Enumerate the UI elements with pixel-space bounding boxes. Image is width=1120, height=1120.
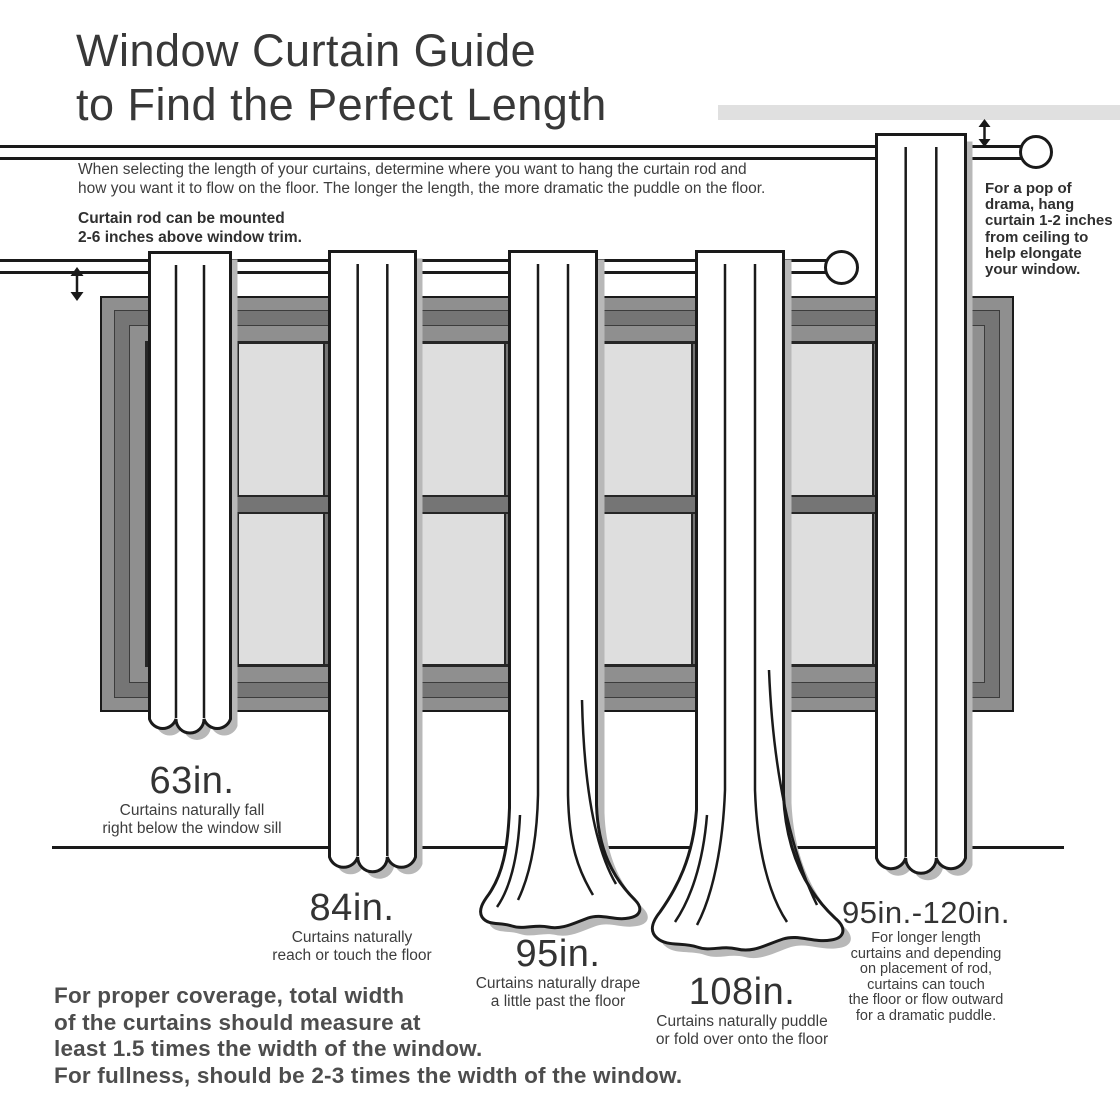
- length-value: 95in.-120in.: [841, 895, 1010, 930]
- ceiling-bar: [718, 105, 1120, 120]
- length-value: 95in.: [515, 933, 601, 975]
- length-desc-line: Curtains naturally: [291, 929, 413, 946]
- coverage-line: least 1.5 times the width of the window.: [54, 1036, 483, 1061]
- title-line-1: Window Curtain Guide: [76, 25, 537, 76]
- length-desc-line: a little past the floor: [490, 993, 626, 1010]
- label-63in: [72, 760, 312, 838]
- length-desc-line: Curtains naturally fall: [119, 802, 265, 819]
- title-line-2: to Find the Perfect Length: [76, 79, 607, 130]
- length-desc-line: curtains can touch: [867, 976, 985, 993]
- ceiling-tip-text: [985, 181, 1115, 278]
- measure-arrow-icon: [69, 267, 85, 301]
- top-curtain-rod: [0, 157, 875, 160]
- ceiling-tip-line: drama, hang: [985, 196, 1075, 214]
- curtain-95-120in: [865, 129, 997, 907]
- length-value: 108in.: [688, 971, 796, 1013]
- ceiling-tip-line: from ceiling to: [985, 228, 1089, 246]
- label-95-120in: [804, 895, 1048, 1025]
- length-desc-line: Curtains naturally drape: [475, 975, 641, 992]
- length-desc-line: curtains and depending: [850, 945, 1002, 962]
- intro-line-2: how you want it to flow on the floor. The longer the length, the more dramatic the puddle on the floor.: [78, 179, 766, 197]
- coverage-line: For fullness, should be 2-3 times the width of the window.: [54, 1062, 683, 1088]
- label-84in: [232, 887, 472, 965]
- intro-paragraph: [78, 161, 768, 198]
- length-value: 63in.: [149, 760, 235, 802]
- length-desc-line: right below the window sill: [102, 820, 282, 837]
- length-desc-line: Curtains naturally puddle: [656, 1013, 828, 1030]
- ceiling-tip-line: your window.: [985, 261, 1081, 279]
- rod-note-line-2: 2-6 inches above window trim.: [78, 228, 302, 246]
- coverage-note: [54, 983, 734, 1089]
- length-desc-line: on placement of rod,: [859, 961, 993, 978]
- curtain-84in: [318, 246, 447, 906]
- length-desc-line: or fold over onto the floor: [655, 1031, 829, 1048]
- length-desc-line: For longer length: [871, 930, 981, 946]
- rod-mounting-note: [78, 210, 478, 247]
- coverage-line: For proper coverage, total width: [54, 983, 405, 1008]
- length-desc-line: the floor or flow outward: [848, 992, 1004, 1009]
- length-desc-line: for a dramatic puddle.: [855, 1007, 997, 1024]
- ceiling-tip-line: curtain 1-2 inches: [985, 212, 1113, 230]
- ceiling-tip-line: help elongate: [985, 244, 1082, 262]
- page-title: [76, 24, 607, 132]
- intro-line-1: When selecting the length of your curtains, determine where you want to hang the curtain rod and: [78, 161, 747, 178]
- rod-note-line-1: Curtain rod can be mounted: [78, 210, 285, 227]
- length-desc-line: reach or touch the floor: [272, 947, 432, 964]
- rod-finial-icon: [1019, 135, 1053, 169]
- curtain-63in: [138, 247, 262, 767]
- coverage-line: of the curtains should measure at: [54, 1009, 421, 1035]
- length-value: 84in.: [309, 887, 395, 929]
- ceiling-tip-line: For a pop of: [985, 180, 1072, 197]
- top-curtain-rod: [0, 145, 875, 148]
